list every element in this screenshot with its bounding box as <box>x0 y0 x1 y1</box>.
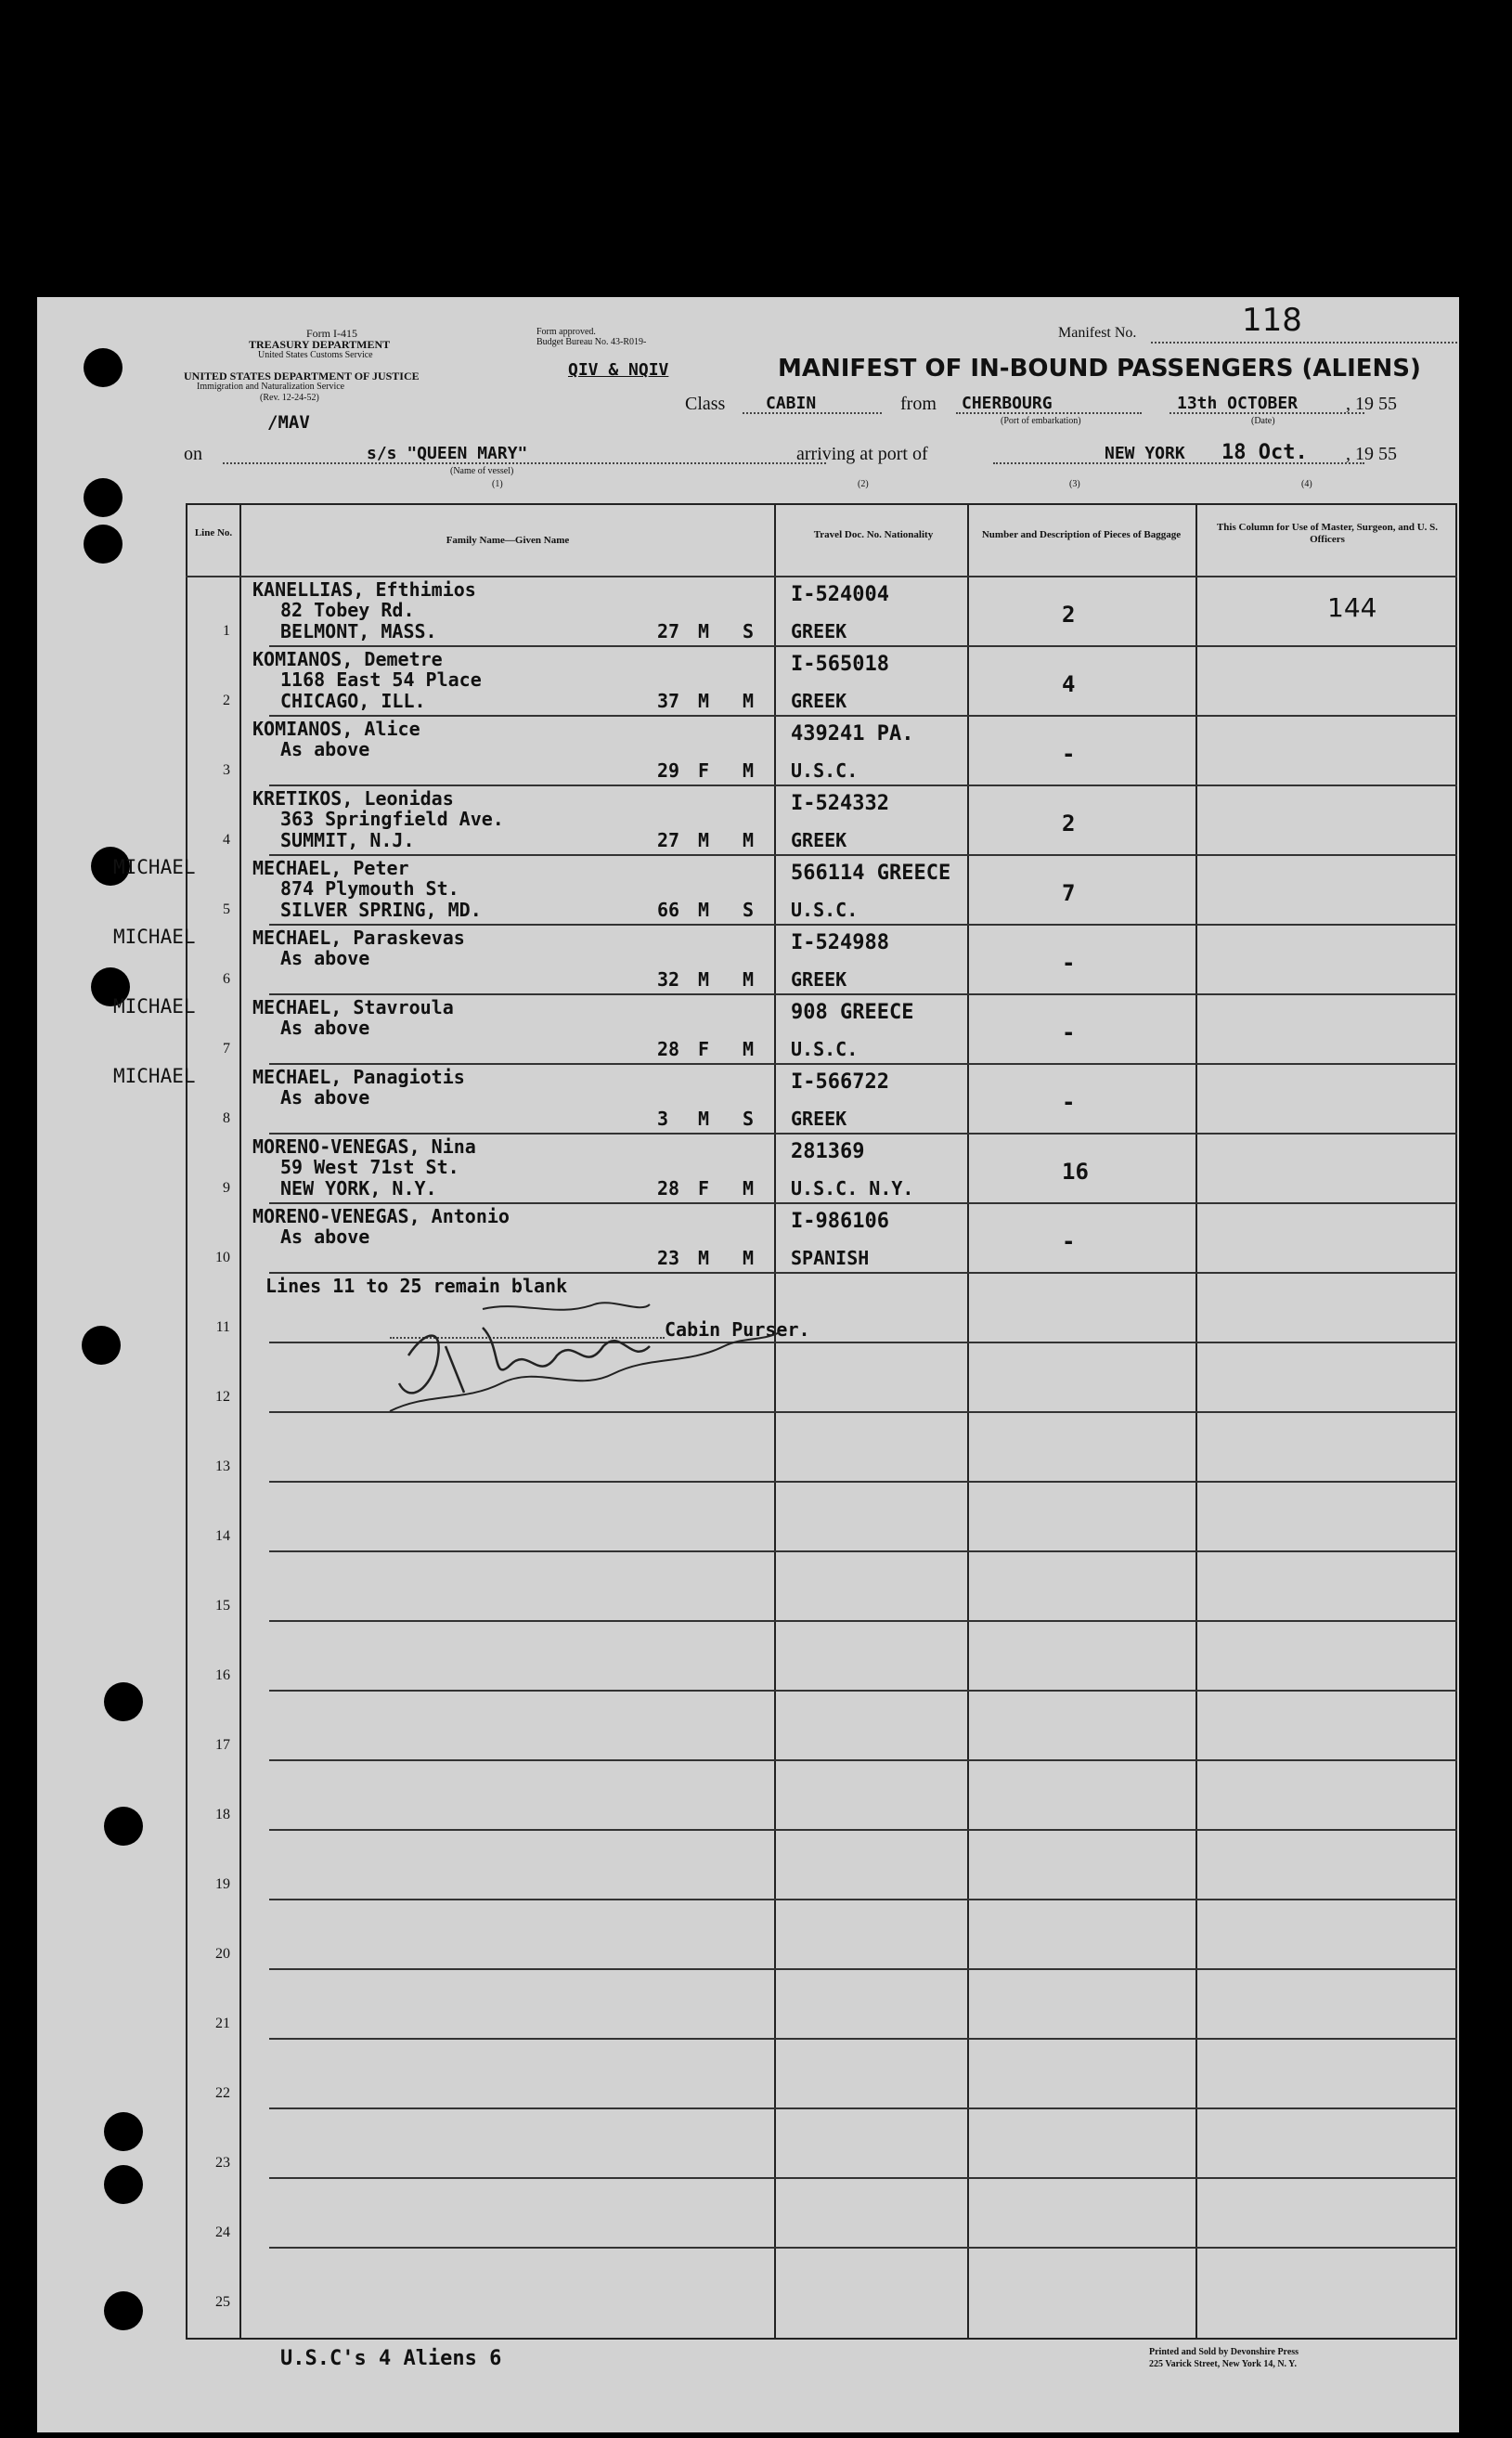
passenger-address: As above <box>280 1225 370 1248</box>
passenger-city: BELMONT, MASS. <box>280 620 437 642</box>
arrival-year: , 19 55 <box>1346 444 1397 464</box>
officers-note: 144 <box>1327 592 1377 623</box>
nationality: GREEK <box>791 690 847 712</box>
blank-lines-note: Lines 11 to 25 remain blank <box>265 1275 568 1297</box>
line-number: 5 <box>223 901 230 917</box>
embarkation-caption: (Port of embarkation) <box>1001 416 1081 426</box>
row-divider <box>269 854 1457 856</box>
row-divider <box>269 1272 1457 1274</box>
justice-dept: UNITED STATES DEPARTMENT OF JUSTICE <box>184 370 420 383</box>
passenger-status: M <box>743 1038 755 1060</box>
row-divider <box>269 1690 1457 1692</box>
passenger-age: 27 <box>657 829 680 851</box>
immigration-service: Immigration and Naturalization Service <box>197 382 345 392</box>
passenger-status: M <box>743 690 755 712</box>
col-baggage-header: Number and Description of Pieces of Baggage <box>981 529 1182 540</box>
line-number: 18 <box>215 1807 230 1822</box>
baggage-count: - <box>1062 1019 1076 1045</box>
vessel-name: s/s "QUEEN MARY" <box>367 444 528 463</box>
passenger-status: M <box>743 829 755 851</box>
manifest-sheet <box>37 297 1459 2432</box>
manifest-number: 118 <box>1242 302 1302 339</box>
line-number: 1 <box>223 623 230 639</box>
passenger-address: 82 Tobey Rd. <box>280 599 415 621</box>
nationality: U.S.C. <box>791 1038 859 1060</box>
punch-hole <box>104 2112 143 2151</box>
passenger-city: CHICAGO, ILL. <box>280 690 426 712</box>
line-number: 3 <box>223 762 230 778</box>
name-correction: MICHAEL <box>113 856 196 878</box>
nationality: U.S.C. <box>791 899 859 921</box>
punch-hole <box>84 348 123 387</box>
row-divider <box>269 1968 1457 1970</box>
class-label: Class <box>685 394 726 414</box>
row-divider <box>269 924 1457 926</box>
row-divider <box>269 715 1457 717</box>
passenger-name: KRETIKOS, Leonidas <box>252 787 454 810</box>
travel-doc: 281369 <box>791 1140 865 1163</box>
baggage-count: 2 <box>1062 811 1076 836</box>
row-divider <box>269 785 1457 786</box>
passenger-name: MORENO-VENEGAS, Nina <box>252 1135 476 1158</box>
nationality: GREEK <box>791 829 847 851</box>
nationality: U.S.C. N.Y. <box>791 1177 914 1200</box>
line-number: 12 <box>215 1389 230 1405</box>
travel-doc: 439241 PA. <box>791 722 914 746</box>
baggage-count: - <box>1062 741 1076 767</box>
class-value: CABIN <box>766 394 817 413</box>
passenger-address: As above <box>280 1017 370 1039</box>
summary-count: U.S.C's 4 Aliens 6 <box>280 2347 502 2370</box>
passenger-sex: M <box>698 968 710 991</box>
line-number: 19 <box>215 1876 230 1892</box>
col-num-2: (2) <box>858 479 869 489</box>
line-number: 15 <box>215 1598 230 1614</box>
passenger-sex: M <box>698 690 710 712</box>
printer-line1: Printed and Sold by Devonshire Press <box>1149 2347 1299 2357</box>
budget-bureau: Budget Bureau No. 43-R019- <box>536 337 647 347</box>
passenger-sex: M <box>698 1108 710 1130</box>
row-divider <box>269 645 1457 647</box>
punch-hole <box>104 2291 143 2330</box>
nationality: U.S.C. <box>791 759 859 782</box>
arriving-label: arriving at port of <box>796 444 928 464</box>
name-correction: MICHAEL <box>113 995 196 1018</box>
name-correction: MICHAEL <box>113 926 196 948</box>
passenger-status: M <box>743 968 755 991</box>
passenger-age: 3 <box>657 1108 669 1130</box>
passenger-status: S <box>743 620 755 642</box>
line-number: 22 <box>215 2085 230 2101</box>
passenger-city: SUMMIT, N.J. <box>280 829 415 851</box>
row-divider <box>269 1829 1457 1831</box>
passenger-status: M <box>743 1177 755 1200</box>
row-divider <box>269 2038 1457 2040</box>
line-number: 25 <box>215 2294 230 2310</box>
line-number: 6 <box>223 971 230 987</box>
arrival-port: NEW YORK <box>1105 444 1185 463</box>
customs-service: United States Customs Service <box>258 350 373 360</box>
printer-line2: 225 Varick Street, New York 14, N. Y. <box>1149 2359 1297 2369</box>
line-number: 7 <box>223 1041 230 1057</box>
travel-doc: I-524332 <box>791 792 889 815</box>
baggage-count: 2 <box>1062 602 1076 628</box>
row-divider <box>269 2177 1457 2179</box>
passenger-sex: F <box>698 1177 710 1200</box>
purser-label: Cabin Purser. <box>665 1318 810 1341</box>
passenger-age: 37 <box>657 690 680 712</box>
date-caption: (Date) <box>1251 416 1275 426</box>
passenger-address: 1168 East 54 Place <box>280 668 482 691</box>
punch-hole <box>82 1326 121 1365</box>
passenger-age: 28 <box>657 1177 680 1200</box>
travel-doc: I-565018 <box>791 653 889 676</box>
travel-doc: I-566722 <box>791 1070 889 1094</box>
line-number: 13 <box>215 1459 230 1474</box>
passenger-address: 363 Springfield Ave. <box>280 808 504 830</box>
nationality: GREEK <box>791 968 847 991</box>
baggage-count: 16 <box>1062 1159 1089 1185</box>
travel-doc: 908 GREECE <box>791 1001 914 1024</box>
passenger-city: NEW YORK, N.Y. <box>280 1177 437 1200</box>
passenger-status: M <box>743 759 755 782</box>
punch-hole <box>84 478 123 517</box>
row-divider <box>269 1481 1457 1483</box>
passenger-status: M <box>743 1247 755 1269</box>
baggage-count: - <box>1062 950 1076 976</box>
passenger-name: KOMIANOS, Demetre <box>252 648 443 670</box>
passenger-sex: M <box>698 620 710 642</box>
row-divider <box>269 2247 1457 2249</box>
name-correction: MICHAEL <box>113 1065 196 1087</box>
passenger-age: 28 <box>657 1038 680 1060</box>
punch-hole <box>104 1682 143 1721</box>
passenger-name: MECHAEL, Panagiotis <box>252 1066 465 1088</box>
passenger-status: S <box>743 1108 755 1130</box>
passenger-name: MORENO-VENEGAS, Antonio <box>252 1205 510 1227</box>
col-num-1: (1) <box>492 479 503 489</box>
nationality: SPANISH <box>791 1247 870 1269</box>
passenger-address: As above <box>280 947 370 969</box>
travel-doc: I-524004 <box>791 583 889 606</box>
mav-stamp: /MAV <box>267 412 310 433</box>
line-number: 11 <box>215 1319 230 1335</box>
travel-doc: 566114 GREECE <box>791 862 951 885</box>
row-divider <box>269 1133 1457 1135</box>
signature <box>371 1290 808 1430</box>
page-title: MANIFEST OF IN-BOUND PASSENGERS (ALIENS) <box>778 355 1421 383</box>
treasury-dept: TREASURY DEPARTMENT <box>249 338 391 351</box>
col-officers-header: This Column for Use of Master, Surgeon, and U. S. Officers <box>1216 522 1439 545</box>
col-line-header: Line No. <box>194 527 233 538</box>
col-doc-header: Travel Doc. No. Nationality <box>813 529 934 540</box>
passenger-name: MECHAEL, Peter <box>252 857 409 879</box>
line-number: 9 <box>223 1180 230 1196</box>
baggage-count: 4 <box>1062 671 1076 697</box>
passenger-age: 29 <box>657 759 680 782</box>
passenger-age: 32 <box>657 968 680 991</box>
baggage-count: 7 <box>1062 880 1076 906</box>
passenger-sex: M <box>698 829 710 851</box>
col-num-3: (3) <box>1069 479 1080 489</box>
row-divider <box>269 1899 1457 1900</box>
col-num-4: (4) <box>1301 479 1312 489</box>
col-name-header: Family Name—Given Name <box>446 535 570 546</box>
departure-date: 13th OCTOBER <box>1177 394 1299 413</box>
line-number: 8 <box>223 1110 230 1126</box>
baggage-count: - <box>1062 1089 1076 1115</box>
row-divider <box>269 993 1457 995</box>
line-number: 23 <box>215 2155 230 2171</box>
passenger-address: 874 Plymouth St. <box>280 877 459 900</box>
passenger-address: 59 West 71st St. <box>280 1156 459 1178</box>
passenger-sex: F <box>698 759 710 782</box>
travel-doc: I-524988 <box>791 931 889 954</box>
passenger-age: 66 <box>657 899 680 921</box>
row-divider <box>269 1550 1457 1552</box>
passenger-address: As above <box>280 738 370 760</box>
row-divider <box>269 1063 1457 1065</box>
line-number: 24 <box>215 2224 230 2240</box>
manifest-label: Manifest No. <box>1058 325 1137 341</box>
line-number: 10 <box>215 1250 230 1265</box>
travel-doc: I-986106 <box>791 1210 889 1233</box>
passenger-name: MECHAEL, Stavroula <box>252 996 454 1018</box>
arrival-date: 18 Oct. <box>1221 441 1308 464</box>
line-number: 2 <box>223 693 230 708</box>
revision: (Rev. 12-24-52) <box>260 393 319 403</box>
passenger-sex: F <box>698 1038 710 1060</box>
punch-hole <box>84 525 123 564</box>
punch-hole <box>104 1807 143 1846</box>
line-number: 20 <box>215 1946 230 1962</box>
baggage-count: - <box>1062 1228 1076 1254</box>
departure-year: , 19 55 <box>1346 394 1397 414</box>
passenger-sex: M <box>698 899 710 921</box>
nationality: GREEK <box>791 620 847 642</box>
punch-hole <box>104 2165 143 2204</box>
form-approved: Form approved. <box>536 327 596 337</box>
row-divider <box>269 1620 1457 1622</box>
line-number: 16 <box>215 1667 230 1683</box>
passenger-address: As above <box>280 1086 370 1109</box>
nationality: GREEK <box>791 1108 847 1130</box>
passenger-age: 23 <box>657 1247 680 1269</box>
passenger-sex: M <box>698 1247 710 1269</box>
passenger-age: 27 <box>657 620 680 642</box>
row-divider <box>269 1759 1457 1761</box>
form-number: Form I-415 <box>306 327 357 340</box>
visa-class: QIV & NQIV <box>568 360 669 380</box>
line-number: 14 <box>215 1528 230 1544</box>
passenger-name: KANELLIAS, Efthimios <box>252 578 476 601</box>
vessel-caption: (Name of vessel) <box>450 466 514 476</box>
embarkation-port: CHERBOURG <box>962 394 1053 413</box>
passenger-status: S <box>743 899 755 921</box>
passenger-name: MECHAEL, Paraskevas <box>252 927 465 949</box>
on-label: on <box>184 444 202 464</box>
row-divider <box>269 2107 1457 2109</box>
from-label: from <box>900 394 937 414</box>
passenger-city: SILVER SPRING, MD. <box>280 899 482 921</box>
line-number: 21 <box>215 2016 230 2031</box>
row-divider <box>269 1202 1457 1204</box>
passenger-name: KOMIANOS, Alice <box>252 718 420 740</box>
line-number: 17 <box>215 1737 230 1753</box>
line-number: 4 <box>223 832 230 848</box>
